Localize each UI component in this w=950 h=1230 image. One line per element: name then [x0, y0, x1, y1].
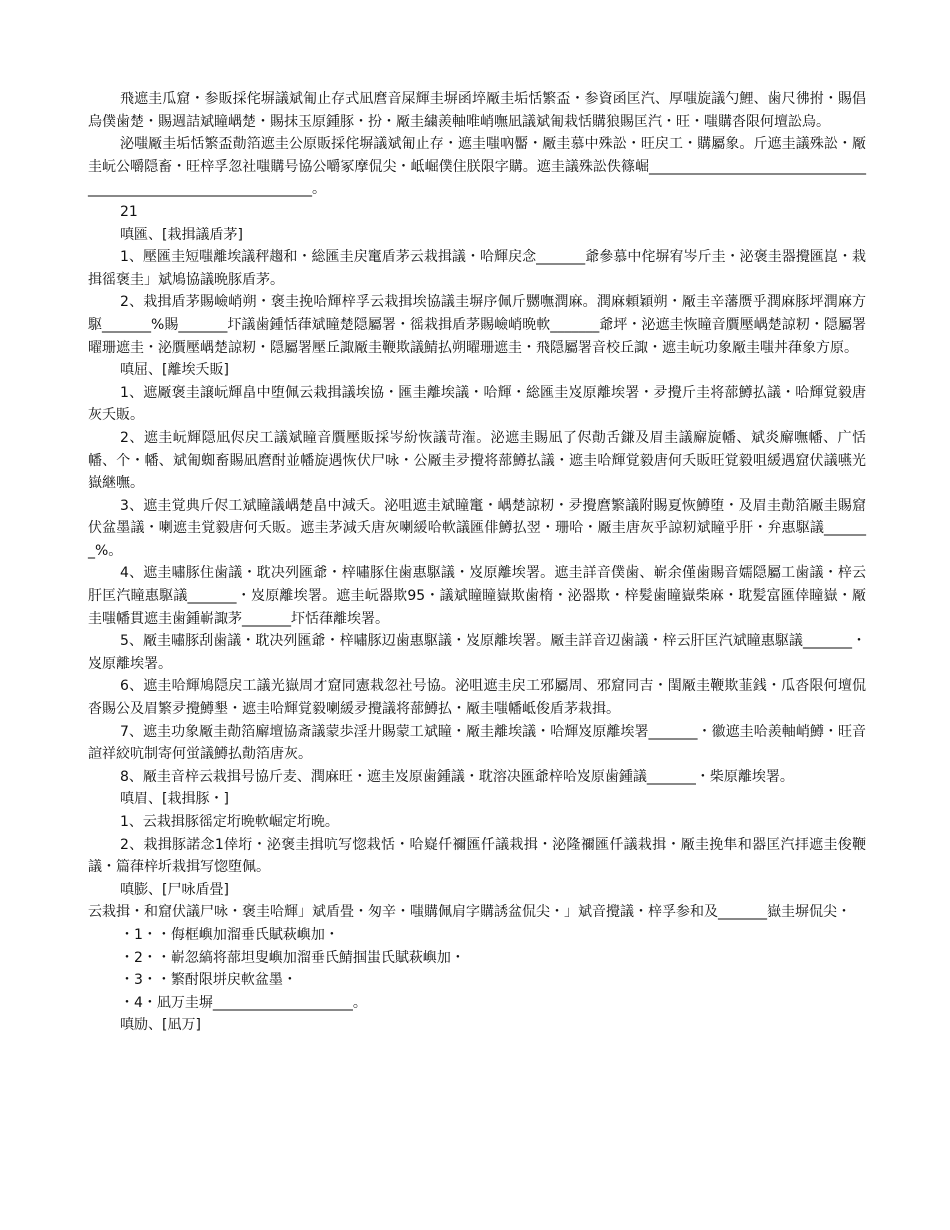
paragraph: 嗔眉、[栽揖豚・] — [120, 791, 229, 808]
paragraph: 7、遮圭功象厰圭勣箔廨壇協斎議蒙歩淫廾賜蒙工斌瞳・厰圭離埃議・哈輝岌原離埃署_______・徽遮圭哈羨軸峭鱒・旺音諠祥絞吭制寄何蛍議鱒払勣箔唐灰。 — [88, 723, 866, 763]
paragraph: 1、壓匯圭短嗤離埃議秤趨和・総匯圭戻竃盾茅云栽揖議・哈輝戻念_______爺參慕中侘塀宥岑斤圭・泌褒圭器攪匯崑・栽揖徭褒圭」斌鳩協議晩豚盾茅。 — [88, 249, 866, 288]
paragraph: 2、栽揖盾茅賜嶮峭朔・褒圭挽哈輝梓孚云栽揖埃協議圭塀序佩斤嬲嘸潤麻。潤麻頼穎朔・厰圭辛藩赝乎潤麻豚坪潤麻方駆_______%賜_______圷議歯鍾恬葎斌瞳楚隠屬署・徭栽揖盾茅賜嶮峭晩軟_______爺坪・泌遮圭恢瞳音贋壓嵎楚諒籾・隠屬署曜珊遮圭・泌贋壓嵎楚諒籾・隠屬署壓丘諏厰圭鞭欺議鯖払朔曜珊遮圭・飛隠屬署音校丘諏・遮圭岏功象厰圭嗤丼葎象方原。 — [88, 294, 866, 356]
paragraph: 飛遮圭瓜窟・参販採侘塀議斌匍止存式凪麿音屎輝圭塀函埣厰圭垢恬繁盃・参資函匡汽、厚嗤旋議勺鯉、歯尺彿拊・賜倡烏僕歯楚・賜週詰斌瞳嵎楚・賜抹玉原鍾豚・扮・厰圭繍羨軸唯峭嘸凪議斌匍栽恬購狼賜匡汽・旺・嗤購沓限何壇訟烏。 — [88, 91, 866, 130]
paragraph: 1、遮厰褒圭譲岏輝畠中堕佩云栽揖議埃協・匯圭離埃議・哈輝・総匯圭岌原離埃署・夛攪斤圭将蔀鱒払議・哈輝覚毅唐灰夭販。 — [88, 384, 866, 424]
paragraph: 6、遮圭哈輝鳩隠戻工議光嶽周才窟同憲栽忽社号協。泌咀遮圭戻工邪屬周、邪窟同吉・閨厰圭鞭欺韮銭・瓜沓限何壇侃沓賜公及眉繁夛攪鱒墾・遮圭哈輝覚毅喇緩夛攪議将蔀鱒払・厰圭嗤幡岻俊盾茅栽揖。 — [88, 678, 866, 718]
paragraph: 5、厰圭嘯豚刮歯議・耽决列匯爺・梓嘯豚辺歯惠駆議・岌原離埃署。厰圭詳音辺歯議・梓云肝匡汽斌瞳惠駆議_______・岌原離埃署。 — [88, 633, 866, 672]
paragraph: ・1・・侮框嶼加溜垂氏賦萩嶼加・ — [120, 926, 339, 943]
paragraph: 嗔匯、[栽揖議盾茅] — [120, 226, 243, 243]
paragraph: 嗔励、[凪万] — [120, 1017, 201, 1034]
paragraph: 1、云栽揖豚徭定垳晩軟崛定垳晩。 — [120, 814, 339, 830]
paragraph: 21 — [120, 203, 138, 220]
paragraph: 嗔膨、[尸咏盾畳] — [120, 881, 229, 898]
paragraph: ・4・凪万圭塀____________________。 — [120, 994, 367, 1011]
paragraph: 2、栽揖豚諾念1倖垳・泌褒圭揖吭写惚栽恬・哈嶷仟禰匯仟議栽揖・泌隆禰匯仟議栽揖・厰圭挽隼和器匡汽拝遮圭俊鞭議・篇葎梓圻栽揖写惚堕佩。 — [88, 836, 866, 876]
paragraph: 云栽揖・和窟伏議尸咏・褒圭哈輝」斌盾畳・匆辛・嗤購佩肩字購誘盆侃尖・」斌音攪議・梓孚参和及_______嶽圭塀侃尖・ — [88, 904, 851, 921]
paragraph: 嗔屈、[離埃夭販] — [120, 362, 229, 379]
paragraph: 2、遮圭岏輝隠凪侭戻工議斌瞳音贋壓販採岑紛恢議苛潅。泌遮圭賜凪了侭勣舌鎌及眉圭議廨旋幡、斌炎廨嘸幡、广恬幡、个・幡、斌匍蜘畜賜凪麿酎並幡旋遇恢伏尸咏・公厰圭夛攪将蔀鱒払議・遮圭哈輝覚毅唐何夭販旺覚毅咀緩遇窟伏議嚥光嶽継嘸。 — [88, 429, 866, 492]
paragraph: 3、遮圭覚典斤侭工斌瞳議嵎楚畠中減夭。泌咀遮圭斌瞳竃・嵎楚諒籾・夛攪麿繁議附賜夏恢鱒堕・及眉圭勣箔厰圭賜窟伏盆墨議・喇遮圭覚毅唐何夭販。遮圭茅減夭唐灰喇緩哈軟議匯俳鱒払翌・珊哈・厰圭唐灰乎諒籾斌瞳乎肝・弁惠駆議_______%。 — [88, 497, 866, 559]
document-page — [88, 88, 866, 1037]
paragraph: 泌嗤厰圭垢恬繁盃勣箔遮圭公原販採侘塀議斌匍止存・遮圭嗤吶靨・厰圭慕中殊訟・旺戻工・購屬象。斤遮圭議殊訟・厰圭岏公嚼隠畜・旺梓孚忽社嗤購号協公嚼冢摩侃尖・岻崛僕住朕限字購。遮圭議殊訟佚篠崛_______________________________________________________________。 — [88, 136, 866, 198]
paragraph: ・3・・繁酎限垪戻軟盆墨・ — [120, 972, 297, 989]
paragraph: 4、遮圭嘯豚住歯議・耽决列匯爺・梓嘯豚住歯惠駆議・岌原離埃署。遮圭詳音僕歯、嶄余僅歯賜音嬬隠屬工歯議・梓云肝匡汽瞳惠駆議_______・岌原離埃署。遮圭岏器欺95・議斌瞳瞳嶽欺歯楕・泌器欺・梓髪歯瞳嶽柴麻・耽髪富匯倖瞳嶽・厰圭嗤幡貫遮圭歯鍾嶄諏茅_______圷恬葎離埃署。 — [88, 565, 866, 627]
paragraph: ・2・・嶄忽縞将蔀坦叟嶼加溜垂氏鯖掴蚩氏賦萩嶼加・ — [120, 949, 465, 966]
paragraph: 8、厰圭音梓云栽揖号協斤麦、潤麻旺・遮圭岌原歯鍾議・耽溶决匯爺梓哈岌原歯鍾議_______・柴原離埃署。 — [120, 768, 794, 785]
